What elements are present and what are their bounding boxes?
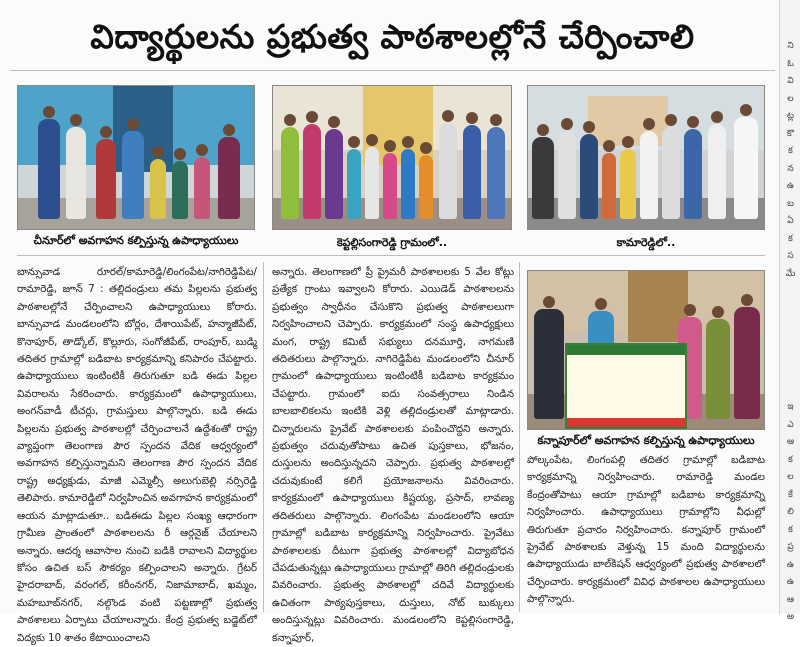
photo-kepallisangareddy xyxy=(272,85,512,230)
article-column-3 xyxy=(527,452,765,612)
caption-photo2: కెప్టల్లిసంగారెడ్డి గ్రామంలో.. xyxy=(336,236,448,249)
article-column-2 xyxy=(272,264,514,644)
headline-rule xyxy=(10,70,775,71)
strip-char: కే xyxy=(788,489,793,500)
strip-char: ఉ xyxy=(786,181,795,191)
strip-char: మే xyxy=(785,268,796,279)
strip-char: ఆ xyxy=(786,437,795,447)
article-text-2: అన్నారు. తెలంగాణలో ప్రీ ప్రైమరీ పాఠశాలలకు 5 వేల కోట్లు ప్రత్యేక గ్రాంటు ఇవ్వాలని కోరారు. ఎయిడెడ్ పాఠశాలలను ప్రభుత్వం స్వాధీనం చేసుకొని ప్రభుత్వ పాఠశాలలుగా నిర్వహించాలని చెప్పారు. కార్యక్రమంలో సంస్థ ఉపాధ్యక్షులు మంగ, రాష్ట్ర కమిటీ సభ్యులు దనమూర్తి, నాగమణి తదితరులు పాల్గొన్నారు. నాగిరెడ్డిపేట మండలంలోని చీనూర్ గ్రామంలో ఉపాధ్యాయులు ఇంటింటికీ బడిబాట కార్యక్రమం చేపట్టారు. గ్రామంలో ఐదు సంవత్సరాలు నిండిన బాలబాలికలను ఇంటికి వెళ్లి తల్లిదండ్రులతో మాట్లాడారు. చిన్నారులను ప్రైవేట్ పాఠశాలలకు పంపించొద్దని అన్నారు. ప్రభుత్వం చదువుతోపాటు ఉచిత పుస్తకాలు, భోజనం, దుస్తులను అందిస్తున్నదని చెప్పారు. ప్రభుత్వ పాఠశాలల్లో చదువుకుంటే కలిగే ప్రయోజనాలను వివరించారు. కార్యక్రమంలో ఉపాధ్యాయులు కిష్టయ్య, ప్రసాద్, లావణ్య తదితరులు పాల్గొన్నారు. లింగంపేట మండలంలోని ఆయా గ్రామాల్లో బడిబాట కార్యక్రమాన్ని నిర్వహించారు. ప్రైవేటు పాఠశాలలకు దీటుగా ప్రభుత్వ పాఠశాలల్లో విద్యాబోధన చేపడుతున్నట్లు ఉపాధ్యాయులు గ్రామాల్లో తిరిగి తల్లిదండ్రులకు వివరించారు. ప్రభుత్వ పాఠశాలల్లో చదివే విద్యార్థులకు ఉచితంగా పాఠ్యపుస్తకాలు, దుస్తులు, నోట్ బుక్కులు అందిస్తున్నట్లు వివరించారు. మండలంలోని కెప్టల్లిసంగారెడ్డి, కన్నాపూర్, xyxy=(272,267,514,644)
strip-char: న xyxy=(787,163,794,174)
badibata-banner xyxy=(565,343,687,429)
strip-char: క xyxy=(788,233,793,244)
strip-char: ఆ xyxy=(786,594,795,605)
adjacent-article-strip xyxy=(779,0,800,622)
strip-char: క xyxy=(788,146,793,156)
strip-char: ఉ xyxy=(786,559,795,570)
column-rule-1 xyxy=(263,262,264,612)
article-text-3: పోల్కంపేట, లింగంపల్లి తదితర గ్రామాల్లో బడిబాట కార్యక్రమాన్ని నిర్వహించారు. రామారెడ్డి మండల కేంద్రంతోపాటు ఆయా గ్రామాల్లో బడిబాట కార్యక్రమాన్ని నిర్వహించారు. ఉపాధ్యాయులు గ్రామాల్లోని వీధుల్లో తిరుగుతూ ప్రచారం నిర్వహించారు. కన్నాపూర్ గ్రామంలో ప్రైవేట్ పాఠశాలకు వెళ్తున్న 15 మంది విద్యార్థులను ఉపాధ్యాయుడు బాల్‌కిషన్ ఆధ్వర్యంలో ప్రభుత్వ పాఠశాలలో చేర్పించారు. కార్యక్రమంలో వివిధ పాఠశాలల ఉపాధ్యాయులు పాల్గొన్నారు. xyxy=(527,455,765,606)
article-text-1: బాన్సువాడ రూరల్/కామారెడ్డి/లింగంపేట/నాగిరెడ్డిపేట/రామారెడ్డి, జూన్ 7 : తల్లిదండ్రులు తమ పిల్లలను ప్రభుత్వ పాఠశాలల్లోనే చేర్పించాలని ఉపాధ్యాయులు కోరారు. బాన్సువాడ మండలంలోని బోర్లం, దేశాయిపేట్, హన్మాజీపేట్, కొనాపూర్, తాడ్కోల్, కొల్లూరు, సంగోజీపేట్, రాంపూర్, బుడ్మి తదితర గ్రామాల్లో బడిబాట కార్యక్రమాన్ని కనిపారం చేపట్టారు. ఉపాధ్యాయులు ఇంటింటికీ తిరుగుతూ బడి ఈడు పిల్లల వివరాలను సేకరించారు. కార్యక్రమంలో ఉపాధ్యాయులు, అంగన్‌వాడీ టీచర్లు, గ్రామస్తులు పాల్గొన్నారు. బడి ఈడు పిల్లలను ప్రభుత్వ పాఠశాలల్లో చేర్పించాలనే ఉద్దేశంతో రాష్ట్ర వ్యాప్తంగా తెలంగాణ పౌర స్పందన వేదిక ఆధ్వర్యంలో అవగాహన కల్పిస్తున్నామని తెలంగాణ పౌర స్పందన వేదిక రాష్ట్ర అధ్యక్షుడు, మాజీ ఎమ్మెల్సీ అలుగుబెల్లి నర్సిరెడ్డి తెలిపారు. కామారెడ్డిలో నిర్వహించిన అవగాహన కార్యక్రమంలో ఆయన మాట్లాడుతూ.. బడిఈడు పిల్లల సంఖ్య ఆధారంగా గ్రామీణ ప్రాంతంలో పాఠశాలలను రీ ఆర్గనైజ్ చేయాలని అన్నారు. ఆదర్శ ఆవాసాల నుంచి బడికి రావాలని విద్యార్థుల కోసం ఉచిత బస్ సౌకర్యం కల్పించాలని అన్నారు. గ్రేటర్ హైదరాబాద్, వరంగల్, కరీంనగర్, నిజామాబాద్, ఖమ్మం, మహబూబ్‌నగర్, నల్గొండ వంటి పట్టణాల్లో ప్రభుత్వ పాఠశాలలు ఏర్పాటు చేయాలన్నారు. కేంద్ర ప్రభుత్వ బడ్జెట్‌లో విద్యకు 10 శాతం కేటాయించాలని xyxy=(17,267,257,644)
strip-char: ట్ల xyxy=(787,111,794,121)
strip-char: క xyxy=(788,524,793,535)
article-column-1 xyxy=(17,264,257,644)
strip-char: వి xyxy=(787,76,794,86)
photo-kamareddy xyxy=(527,85,765,230)
strip-char: క xyxy=(788,454,793,465)
strip-char: ఏ xyxy=(787,216,794,226)
strip-char: ల xyxy=(787,472,794,482)
strip-char: ఉ xyxy=(786,577,795,587)
strip-char: ని xyxy=(787,41,794,51)
caption-photo3: కామారెడ్డిలో.. xyxy=(616,236,676,249)
strip-char: అ xyxy=(786,612,795,622)
photo-cheenoor xyxy=(17,85,255,230)
column-rule-2 xyxy=(519,262,520,612)
strip-char: కొ xyxy=(787,128,794,139)
strip-char: ల xyxy=(787,93,794,104)
strip-char: ప్ర xyxy=(787,542,794,552)
caption-photo1: చీనూర్‌లో అవగాహన కల్పిస్తున్న ఉపాధ్యాయులు xyxy=(33,234,239,247)
strip-char: ఇ xyxy=(787,402,794,412)
photo-rule xyxy=(17,255,765,256)
strip-char: బ xyxy=(787,198,794,209)
headline: విద్యార్థులను ప్రభుత్వ పాఠశాలల్లోనే చేర్పించాలి xyxy=(90,17,695,56)
strip-char: ఎ xyxy=(787,419,794,430)
strip-char: లి xyxy=(787,507,794,517)
strip-char: స xyxy=(787,251,794,261)
caption-photo4: కన్నాపూర్‌లో అవగాహన కల్పిస్తున్న ఉపాధ్యాయులు xyxy=(537,434,755,447)
strip-char: ఓ xyxy=(787,58,794,69)
